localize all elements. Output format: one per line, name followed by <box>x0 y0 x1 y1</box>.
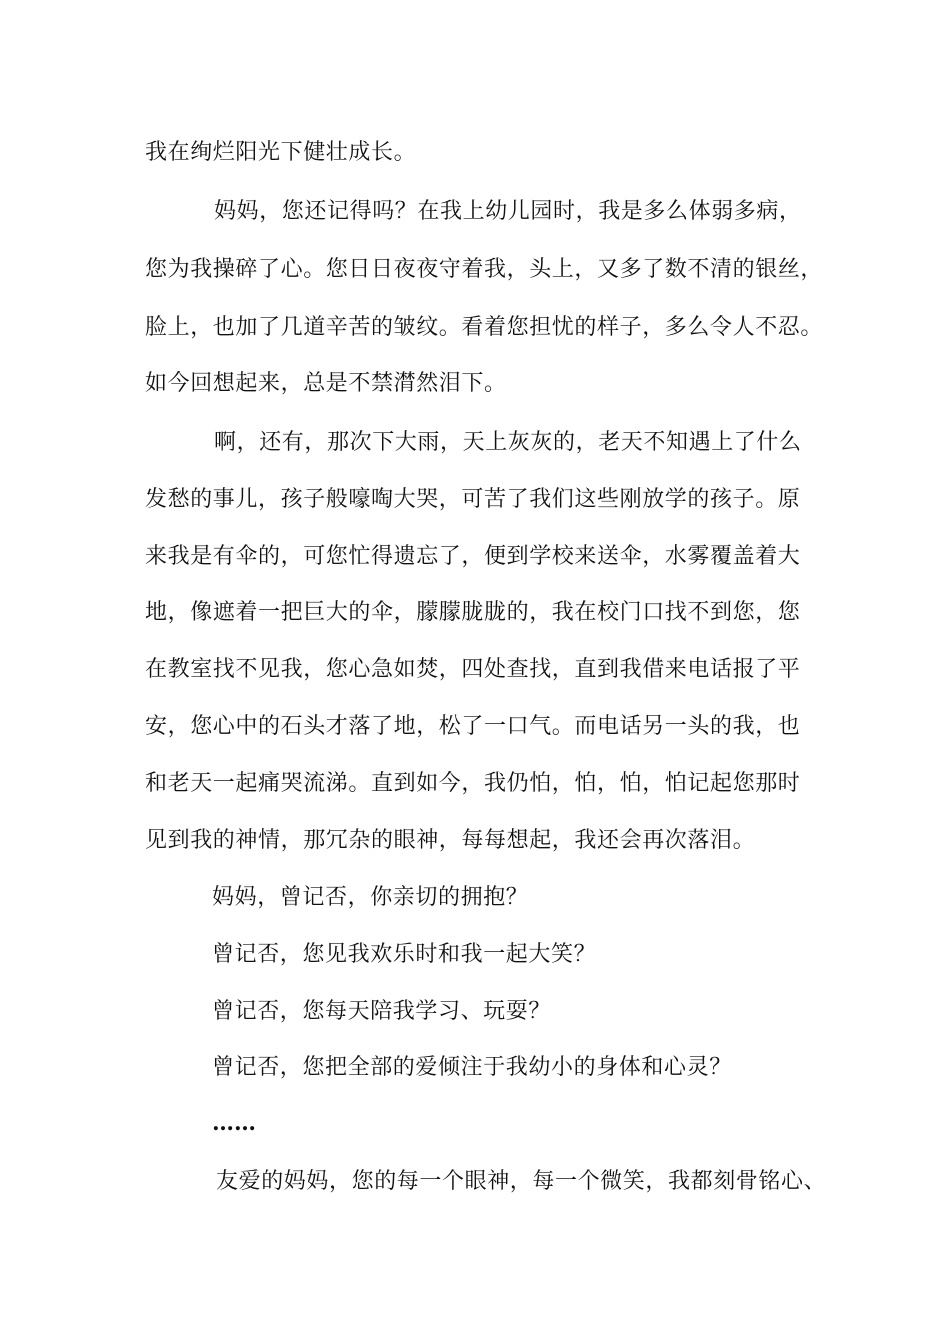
text-line: 在教室找不见我，您心急如焚，四处查找，直到我借来电话报了平 <box>145 657 801 682</box>
verse-line: 曾记否，您每天陪我学习、玩耍？ <box>212 999 552 1024</box>
text-line: 地，像遮着一把巨大的伞，朦朦胧胧的，我在校门口找不到您，您 <box>145 600 801 625</box>
verse-line: 妈妈，曾记否，你亲切的拥抱？ <box>212 885 529 910</box>
text-line: 如今回想起来，总是不禁潸然泪下。 <box>145 371 507 396</box>
text-line: 来我是有伞的，可您忙得遗忘了，便到学校来送伞，水雾覆盖着大 <box>145 544 801 569</box>
text-line: 发愁的事儿，孩子般嚎啕大哭，可苦了我们这些刚放学的孩子。原 <box>145 487 801 512</box>
text-line: 和老天一起痛哭流涕。直到如今，我仍怕，怕，怕，怕记起您那时 <box>145 771 801 796</box>
paragraph-first-line: 妈妈，您还记得吗？在我上幼儿园时，我是多么体弱多病， <box>214 199 802 224</box>
text-line: 我在绚烂阳光下健壮成长。 <box>145 140 417 165</box>
verse-line: 曾记否，您把全部的爱倾注于我幼小的身体和心灵？ <box>212 1055 732 1080</box>
verse-line: 曾记否，您见我欢乐时和我一起大笑？ <box>212 942 597 967</box>
text-line: 您为我操碎了心。您日日夜夜守着我，头上，又多了数不清的银丝， <box>145 257 824 282</box>
text-line: 见到我的神情，那冗杂的眼神，每每想起，我还会再次落泪。 <box>145 828 756 853</box>
text-line: 安，您心中的石头才落了地，松了一口气。而电话另一头的我，也 <box>145 714 801 739</box>
text-line: 脸上，也加了几道辛苦的皱纹。看着您担忧的样子，多么令人不忍。 <box>145 315 824 340</box>
paragraph-first-line: 啊，还有，那次下大雨，天上灰灰的，老天不知遇上了什么 <box>214 430 802 455</box>
ellipsis: …… <box>212 1110 256 1136</box>
paragraph-first-line: 友爱的妈妈，您的每一个眼神，每一个微笑，我都刻骨铭心、 <box>216 1169 827 1194</box>
